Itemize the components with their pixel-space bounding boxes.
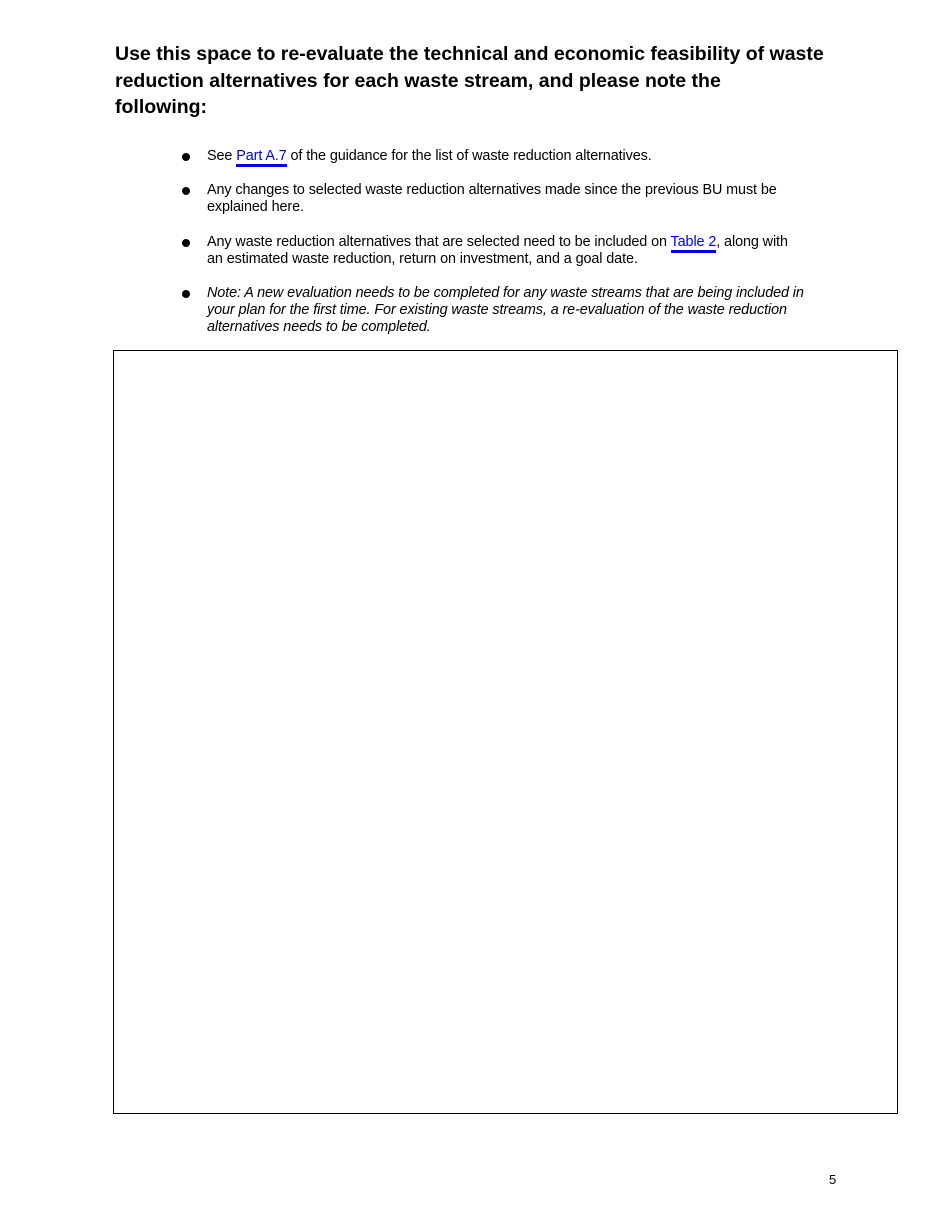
note-line-2: your plan for the first time. For existing waste streams, a re-evaluation of the waste reduction: [207, 302, 787, 318]
heading-line-1: Use this space to re-evaluate the technical and economic feasibility of waste: [115, 43, 824, 65]
bullet-2-line-2: explained here.: [207, 199, 304, 215]
bullet-dot-icon: [182, 187, 190, 195]
bullet-dot-icon: [182, 290, 190, 298]
part-a7-link[interactable]: Part A.7: [236, 148, 286, 167]
bullet-3-line-1: [207, 234, 788, 251]
bullet-3-line-2: an estimated waste reduction, return on investment, and a goal date.: [207, 251, 638, 267]
bullet-1-text: [207, 148, 652, 165]
bullet-3-prefix: Any waste reduction alternatives that are selected need to be included on: [207, 234, 671, 250]
bullet-1-suffix: of the guidance for the list of waste reduction alternatives.: [286, 148, 652, 164]
page-number: 5: [829, 1172, 837, 1187]
note-line-3: alternatives needs to be completed.: [207, 319, 431, 335]
note-line-1: Note: A new evaluation needs to be completed for any waste streams that are being included in: [207, 285, 804, 301]
instruction-list: [0, 0, 950, 350]
bullet-1-prefix: See: [207, 148, 237, 164]
bullet-3-suffix: , along with: [716, 234, 788, 250]
evaluation-answer-box[interactable]: [113, 350, 898, 1114]
bullet-dot-icon: [182, 153, 190, 161]
table-2-link[interactable]: Table 2: [671, 234, 717, 253]
heading-line-3: following:: [115, 96, 208, 118]
heading-line-2: reduction alternatives for each waste stream, and please note the: [115, 69, 721, 92]
bullet-dot-icon: [182, 239, 190, 247]
bullet-2-line-1: Any changes to selected waste reduction alternatives made since the previous BU must be: [207, 182, 777, 198]
